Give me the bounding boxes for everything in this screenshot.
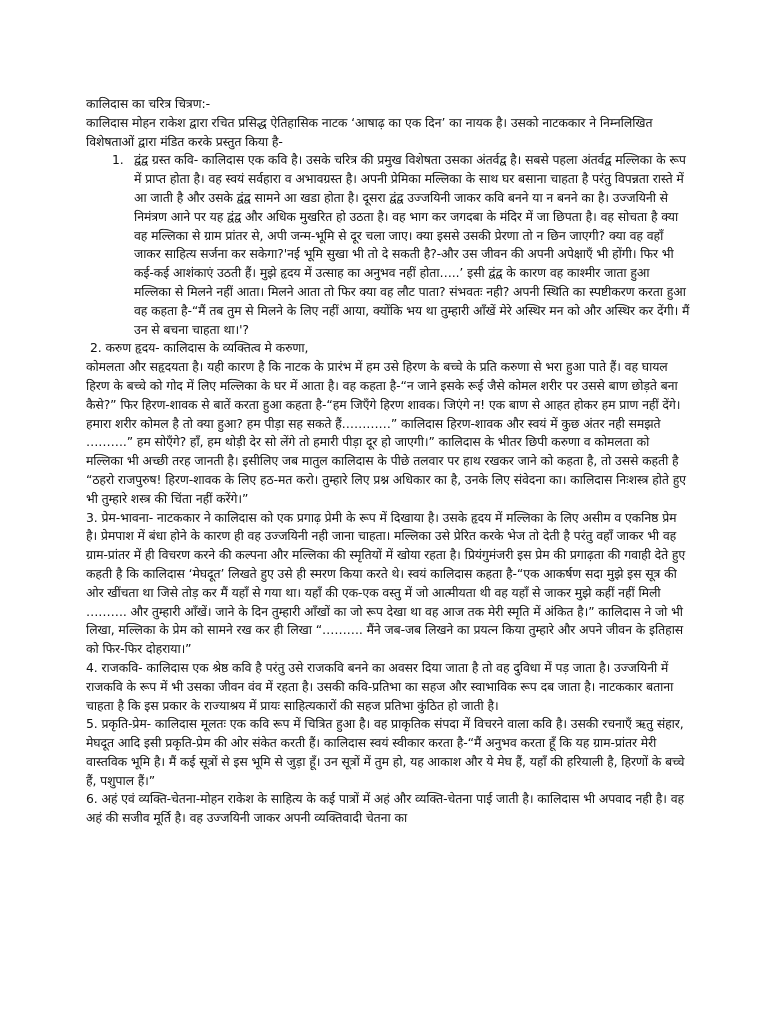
point-4-heading: राजकवि- [101,659,147,675]
point-2 [86,358,690,508]
point-2-text: कोमलता और सहृदयता है। यही कारण है कि नाटक के प्रारंभ में हम उसे हिरण के बच्चे के प्रति करुणा से भरा हुआ पाते हैं। वह घायल हिरण के बच्चे को गोद में लिए मल्लिका के घर में आता है। वह कहता है-“न जाने इसके रूई जैसे कोमल शरीर पर उससे बाण छोड़ते बना कैसे?” फिर हिरण-शावक से बातें करता हुआ कहता है-“हम जिएँगे हिरण शावक। जिएंगे न! एक बाण से आहत होकर हम प्राण नहीं देंगे। हमारा शरीर कोमल है तो क्या हुआ? हम पीड़ा सह सकते हैं…………” कालिदास हिरण-शावक और स्वयं में कुछ अंतर नही समझते ……….” हम सोएँगे? हाँ, हम थोड़ी देर सो लेंगे तो हमारी पीड़ा दूर हो जाएगी।” कालिदास के भीतर छिपी करुणा व कोमलता को मल्लिका भी अच्छी तरह जानती है। इसीलिए जब मातुल कालिदास के पीछे तलवार पर हाथ रखकर जाने को कहता है, तो उससे कहती है “ठहरो राजपुरुष! हिरण-शावक के लिए हठ-मत करो। तुम्हारे लिए प्रश्न अधिकार का है, उनके लिए संवेदना का। कालिदास निःशस्त्र होते हुए भी तुम्हारे शस्त्र की चिंता नहीं करेंगे।” [86,359,686,506]
point-1-heading: द्वंद्व ग्रस्त कवि- [134,152,202,168]
point-4-number: 4. [86,659,98,675]
document-page [86,95,690,828]
point-1-text: कालिदास एक कवि है। उसके चरित्र की प्रमुख विशेषता उसका अंतर्वद्व है। सबसे पहला अंतर्वद्व मल्लिका के रूप में प्राप्त होता है। वह स्वयं सर्वहारा व अभावग्रस्त है। अपनी प्रेमिका मल्लिका के साथ घर बसाना चाहता है परंतु विपन्नता रास्ते में आ जाती है और उसके द्वंद्व सामने आ खडा होता है। दूसरा द्वंद्व उज्जयिनी जाकर कवि बनने या न बनने का है। उज्जयिनी से निमंत्रण आने पर यह द्वंद्व और अधिक मुखरित हो उठता है। वह भाग कर जगदबा के मंदिर में जा छिपता है। वह सोचता है क्या वह मल्लिका से ग्राम प्रांतर से, अपी जन्म-भूमि से दूर चला जाए। क्या इससे उसकी प्रेरणा तो न छिन जाएगी? क्या वह वहाँ जाकर साहित्य सर्जना कर सकेगा?'नई भूमि सुखा भी तो दे सकती है?-और उस जीवन की अपनी अपेक्षाएँ भी होंगी। फिर भी कई-कई आशंकाएं उठती हैं। मुझे हृदय में उत्साह का अनुभव नहीं होता…..’ इसी द्वंद्व के कारण वह काश्मीर जाता हुआ मल्लिका से मिलने नहीं आता। मिलने आता तो फिर क्या वह लौट पाता? संभवतः नही? अपनी स्थिति का स्पष्टीकरण करता हुआ वह कहता है-“मैं तब तुम से मिलने के लिए नहीं आया, क्योंकि भय था तुम्हारी आँखें मेरे अस्थिर मन को और अस्थिर कर देंगी। मैं उन से बचना चाहता था।'? [134,152,690,337]
point-1-number: 1. [112,152,124,168]
point-2-text-first: कालिदास के व्यक्तित्व मे करुणा, [163,340,309,356]
point-6-text: मोहन राकेश के साहित्य के कई पात्रों में अहं और व्यक्ति-चेतना पाई जाती है। कालिदास भी अपवाद नही है। वह अहं की सजीव मूर्ति है। वह उज्जयिनी जाकर अपनी व्यक्तिवादी चेतना का [86,791,684,826]
point-4-text: कालिदास एक श्रेष्ठ कवि है परंतु उसे राजकवि बनने का अवसर दिया जाता है तो वह दुविधा में पड़ जाता है। उज्जयिनी में राजकवि के रूप में भी उसका जीवन वंव में रहता है। उसकी कवि-प्रतिभा का सहज और स्वाभाविक रूप दब जाता है। नाटककार बताना चाहता है कि इस प्रकार के राज्याश्रय में प्रायः साहित्यकारों की सहज प्रतिभा कुंठित हो जाती है। [86,659,674,713]
point-1 [86,151,690,339]
document-intro: कालिदास मोहन राकेश द्वारा रचित प्रसिद्ध ऐतिहासिक नाटक ‘आषाढ़ का एक दिन’ का नायक है। उसको नाटककार ने निम्नलिखित विशेषताओं द्वारा मंडित करके प्रस्तुत किया है- [86,114,653,149]
point-6-number: 6. [86,791,98,807]
point-2-number: 2. [90,340,102,356]
point-2-first-line [86,339,690,358]
point-5-heading: प्रकृति-प्रेम- [101,716,155,732]
point-3-number: 3. [86,509,98,525]
point-6-heading: अहं एवं व्यक्ति-चेतना- [101,791,201,807]
point-5 [86,715,690,790]
point-3-text: नाटककार ने कालिदास को एक प्रगाढ़ प्रेमी के रूप में दिखाया है। उसके हृदय में मल्लिका के लिए असीम व एकनिष्ठ प्रेम है। प्रेमपाश में बंधा होने के कारण ही वह उज्जयिनी नही जाना चाहता। मल्लिका उसे प्रेरित करके भेज तो देती है परंतु वहाँ जाकर भी वह ग्राम-प्रांतर में ही विचरण करने की कल्पना और मल्लिका की स्मृतियों में खोया रहता है। प्रियंगुमंजरी इस प्रेम की प्रगाढ़ता की गवाही देते हुए कहती है कि कालिदास ‘मेघदूत’ लिखते हुए उसे ही स्मरण किया करते थे। स्वयं कालिदास कहता है-“एक आकर्षण सदा मुझे इस सूत्र की ओर खींचता था जिसे तोड़ कर मैं यहाँ से गया था। यहाँ की एक-एक वस्तु में जो आत्मीयता थी वह यहाँ से जाकर मुझे कहीं नहीं मिली ………. और तुम्हारी आँखें। जाने के दिन तुम्हारी आँखों का जो रूप देखा था वह आज तक मेरी स्मृति में अंकित है।” कालिदास ने जो भी लिखा, मल्लिका के प्रेम को सामने रख कर ही लिखा “………. मैंने जब-जब लिखने का प्रयत्न किया तुम्हारे और अपने जीवन के इतिहास को फिर-फिर दोहराया।” [86,509,686,657]
point-6 [86,790,690,828]
point-2-heading: करुण हृदय- [105,340,164,356]
point-5-text: कालिदास मूलतः एक कवि रूप में चित्रित हुआ है। वह प्राकृतिक संपदा में विचरने वाला कवि है। उसकी रचनाएँ ऋतु संहार, मेघदूत आदि इसी प्रकृति-प्रेम की ओर संकेत करती हैं। कालिदास स्वयं स्वीकार करता है-“मैं अनुभव करता हूँ कि यह ग्राम-प्रांतर मेरी वास्तविक भूमि है। मैं कई सूत्रों से इस भूमि से जुड़ा हूँ। उन सूत्रों में तुम हो, यह आकाश और ये मेघ हैं, यहाँ की हरियाली है, हिरणों के बच्चे हैं, पशुपाल हैं।” [86,716,685,788]
point-4 [86,659,690,715]
point-3-heading: प्रेम-भावना- [101,509,157,525]
point-5-number: 5. [86,716,98,732]
point-3 [86,509,690,659]
document-title: कालिदास का चरित्र चित्रण:- [86,96,210,111]
